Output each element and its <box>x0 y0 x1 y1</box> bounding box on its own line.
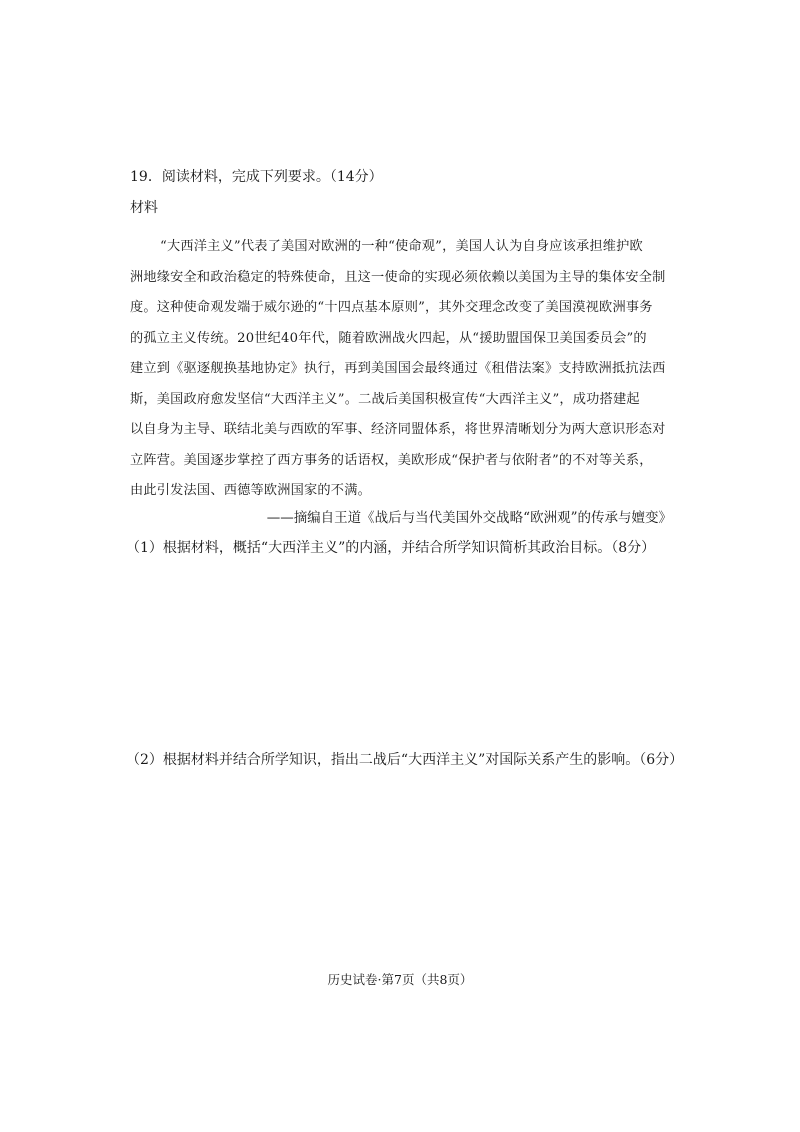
passage-line: 立阵营。美国逐步掌控了西方事务的话语权，美欧形成“保护者与依附者”的不对等关系， <box>130 452 653 468</box>
material-label: 材料 <box>130 200 158 216</box>
passage-line: 以自身为主导、联结北美与西欧的军事、经济同盟体系，将世界清晰划分为两大意识形态对 <box>130 422 666 437</box>
passage-line: 建立到《驱逐舰换基地协定》执行，再到美国国会最终通过《租借法案》支持欧洲抵抗法西 <box>130 361 666 376</box>
material-passage <box>130 232 674 507</box>
passage-line: 斯，美国政府愈发坚信“大西洋主义”。二战后美国积极宣传“大西洋主义”，成功搭建起 <box>130 391 640 407</box>
passage-line: 洲地缘安全和政治稳定的特殊使命，且这一使命的实现必须依赖以美国为主导的集体安全制 <box>130 269 666 285</box>
page-footer: 历史试卷·第7页（共8页） <box>327 972 473 987</box>
sub-question-1: （1）根据材料，概括“大西洋主义”的内涵，并结合所学知识简析其政治目标。（8分） <box>126 540 656 556</box>
passage-line: 由此引发法国、西德等欧洲国家的不满。 <box>130 483 371 498</box>
question-title: 19．阅读材料，完成下列要求。（14分） <box>130 169 383 185</box>
passage-line: 度。这种使命观发端于威尔逊的“十四点基本原则”，其外交理念改变了美国漠视欧洲事务 <box>130 300 653 315</box>
passage-line: “大西洋主义”代表了美国对欧洲的一种“使命观”，美国人认为自身应该承担维护欧 <box>160 239 643 254</box>
source-citation: ——摘编自王道《战后与当代美国外交战略“欧洲观”的传承与嬗变》 <box>266 510 672 526</box>
passage-line: 的孤立主义传统。20世纪40年代，随着欧洲战火四起，从“援助盟国保卫美国委员会”的 <box>130 330 647 346</box>
sub-question-2: （2）根据材料并结合所学知识，指出二战后“大西洋主义”对国际关系产生的影响。（6分） <box>126 752 684 768</box>
